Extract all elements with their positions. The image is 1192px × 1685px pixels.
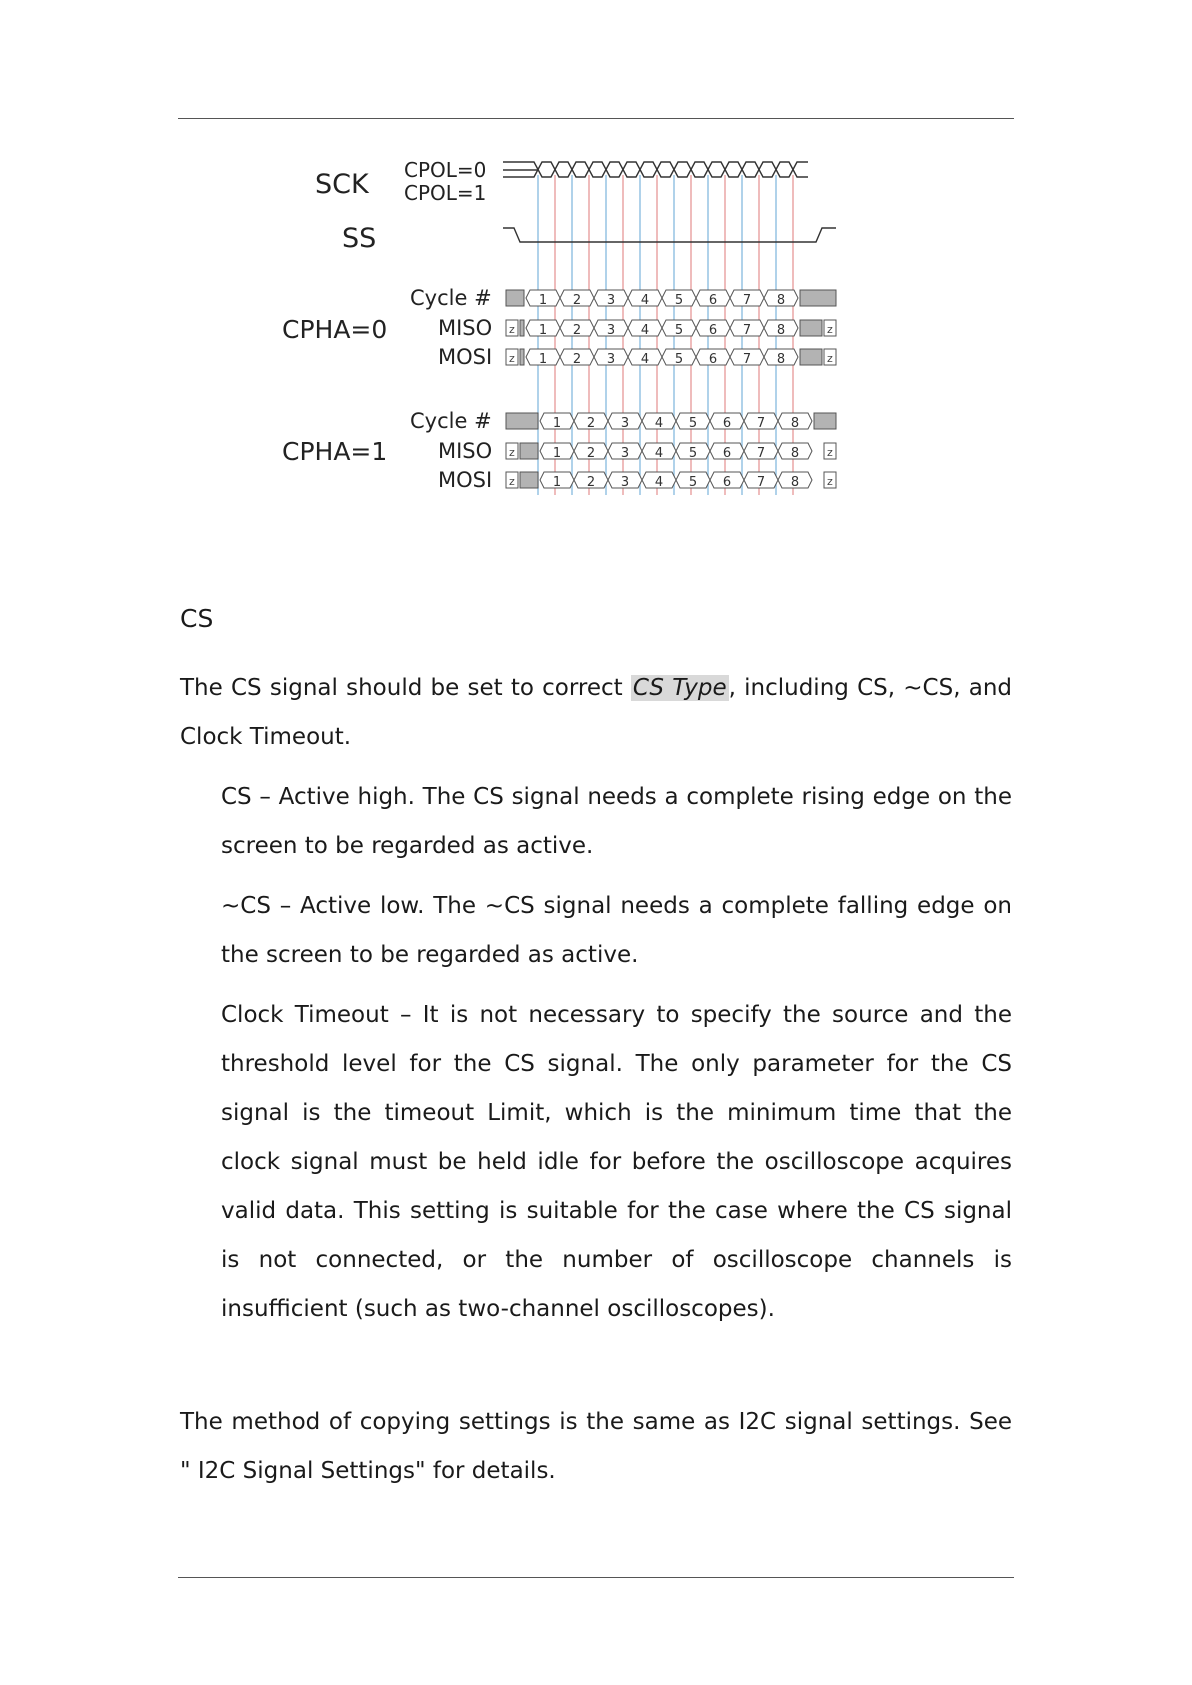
cycle-number: 1 [538, 352, 548, 367]
z-state-label: z [509, 352, 515, 365]
spi-timing-diagram [270, 150, 840, 500]
cycle-number: 1 [538, 293, 548, 308]
cycle-label-cpha1: Cycle # [410, 409, 492, 433]
cycle-number: 5 [688, 446, 698, 461]
body-text [180, 664, 1012, 1334]
cycle-number: 3 [620, 446, 630, 461]
ss-wave [503, 228, 836, 242]
cycle-number: 5 [688, 416, 698, 431]
cpol1-label: CPOL=1 [404, 181, 487, 205]
z-state-label: z [509, 475, 515, 488]
intro-after: , including CS, ~CS, and Clock Timeout. [180, 675, 1012, 750]
cycle-number: 4 [654, 475, 664, 490]
list-item: ~CS – Active low. The ~CS signal needs a complete falling edge on the screen to be regarded as active. [221, 893, 1012, 968]
intro-paragraph [180, 664, 1012, 762]
cycle-number: 6 [722, 416, 732, 431]
cycle-number: 3 [620, 475, 630, 490]
list-item: CS – Active high. The CS signal needs a complete rising edge on the screen to be regarded as active. [221, 784, 1012, 859]
cycle-number: 5 [674, 293, 684, 308]
cpha0-mosi-row [506, 349, 836, 367]
cycle-number: 6 [708, 293, 718, 308]
miso-label-cpha1: MISO [438, 439, 493, 463]
cpha1-cycle-row [506, 413, 836, 431]
cycle-number: 7 [756, 446, 766, 461]
cycle-number: 7 [742, 293, 752, 308]
z-state-label: z [827, 323, 833, 336]
footer-text [180, 1398, 1012, 1496]
z-state-label: z [827, 475, 833, 488]
cycle-number: 2 [572, 352, 582, 367]
cycle-label-cpha0: Cycle # [410, 286, 492, 310]
cycle-number: 6 [708, 352, 718, 367]
filler-box [520, 320, 524, 336]
cycle-number: 4 [654, 416, 664, 431]
filler-box [520, 443, 538, 459]
cycle-number: 1 [538, 323, 548, 338]
cycle-number: 2 [572, 323, 582, 338]
cycle-number: 8 [790, 446, 800, 461]
filler-box [506, 290, 524, 306]
mosi-label-cpha0: MOSI [438, 345, 493, 369]
cycle-number: 2 [586, 475, 596, 490]
miso-label-cpha0: MISO [438, 316, 493, 340]
filler-box [800, 290, 836, 306]
cycle-number: 5 [688, 475, 698, 490]
cycle-number: 7 [756, 475, 766, 490]
intro-before: The CS signal should be set to correct [180, 675, 631, 701]
filler-box [520, 472, 538, 488]
mosi-label-cpha1: MOSI [438, 468, 493, 492]
z-state-label: z [827, 446, 833, 459]
cycle-number: 2 [572, 293, 582, 308]
cycle-number: 5 [674, 352, 684, 367]
cycle-number: 2 [586, 416, 596, 431]
filler-box [814, 413, 836, 429]
list-item: Clock Timeout – It is not necessary to specify the source and the threshold level for the CS signal. The only parameter for the CS signal is the timeout Limit, which is the minimum time that the clock signal must be held idle for before the oscilloscope acquires valid data. This setting is suitable for the case where the CS signal is not connected, or the number of oscilloscope channels is insufficient (such as two-channel oscilloscopes). [221, 1002, 1012, 1322]
cycle-number: 7 [756, 416, 766, 431]
filler-box [520, 349, 524, 365]
filler-box [800, 320, 822, 336]
cycle-number: 5 [674, 323, 684, 338]
header-rule [178, 118, 1014, 119]
cycle-number: 6 [708, 323, 718, 338]
cycle-number: 4 [640, 323, 650, 338]
cpha0-cycle-row [506, 290, 836, 308]
cycle-number: 8 [790, 475, 800, 490]
cpha0-label: CPHA=0 [282, 315, 388, 344]
cycle-number: 6 [722, 475, 732, 490]
cycle-number: 1 [552, 446, 562, 461]
cpha1-miso-row [506, 443, 836, 461]
cycle-number: 8 [776, 293, 786, 308]
footer-rule [178, 1577, 1014, 1578]
cpol0-label: CPOL=0 [404, 158, 487, 182]
cycle-number: 2 [586, 446, 596, 461]
cycle-number: 8 [790, 416, 800, 431]
cpha1-label: CPHA=1 [282, 437, 388, 466]
filler-box [800, 349, 822, 365]
z-state-label: z [827, 352, 833, 365]
cycle-number: 3 [620, 416, 630, 431]
cpha1-mosi-row [506, 472, 836, 490]
copy-settings-paragraph: The method of copying settings is the same as I2C signal settings. See " I2C Signal Settings" for details. [180, 1409, 1012, 1484]
cycle-number: 3 [606, 352, 616, 367]
cycle-number: 4 [654, 446, 664, 461]
z-state-label: z [509, 323, 515, 336]
cpha0-miso-row [506, 320, 836, 338]
ss-label: SS [342, 223, 377, 254]
cycle-number: 8 [776, 323, 786, 338]
sck-label: SCK [315, 169, 369, 200]
cycle-number: 7 [742, 323, 752, 338]
cycle-number: 3 [606, 293, 616, 308]
cs-type-link[interactable]: CS Type [632, 675, 727, 701]
cycle-number: 8 [776, 352, 786, 367]
cycle-number: 3 [606, 323, 616, 338]
cycle-number: 1 [552, 416, 562, 431]
cycle-number: 4 [640, 352, 650, 367]
cycle-number: 1 [552, 475, 562, 490]
cycle-number: 6 [722, 446, 732, 461]
section-heading: CS [180, 604, 214, 633]
cycle-number: 4 [640, 293, 650, 308]
z-state-label: z [509, 446, 515, 459]
cycle-number: 7 [742, 352, 752, 367]
filler-box [506, 413, 538, 429]
